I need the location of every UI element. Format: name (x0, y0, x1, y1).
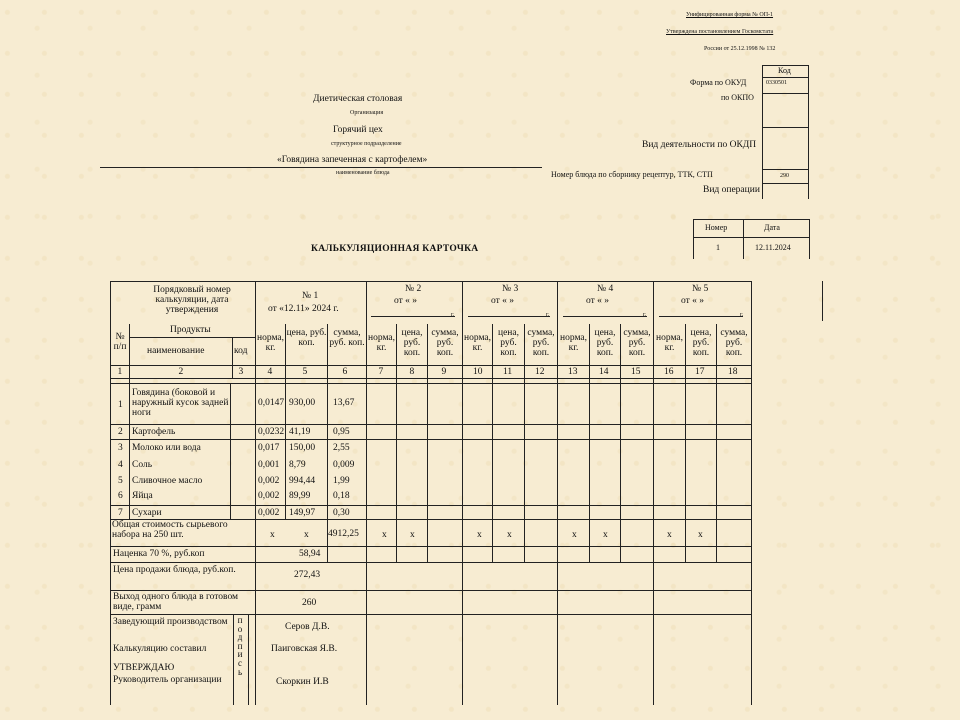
column-number: 17 (695, 367, 705, 377)
row-norm: 0,0232 (258, 427, 285, 437)
organization-caption: Организация (350, 110, 384, 116)
calc4-norm-header: норма, кг. (560, 333, 587, 353)
calc2-price-header: цена, руб. коп. (401, 328, 423, 358)
row-price: 150,00 (289, 443, 316, 453)
column-number: 4 (267, 367, 273, 377)
dish-caption: наименование блюда (336, 170, 390, 176)
column-number: 13 (568, 367, 578, 377)
row-product-name: Говядина (боковой и наружный кусок задней ноги (132, 388, 229, 418)
calc3-date: от « » (491, 296, 515, 306)
calc4-date: от « » (586, 296, 610, 306)
x-mark: х (572, 530, 577, 540)
calc5-number: № 5 (692, 284, 709, 294)
calc3-norm-header: норма, кг. (464, 333, 491, 353)
calc3-price-header: цена, руб. коп. (498, 328, 519, 358)
recipe-value: 290 (780, 173, 789, 179)
approve-label: УТВЕРЖДАЮ (113, 663, 175, 673)
row-price: 994,44 (289, 476, 316, 486)
row-sum: 2,55 (333, 443, 350, 453)
column-number: 2 (178, 367, 184, 377)
column-number: 7 (378, 367, 384, 377)
row-product-name: Сухари (132, 508, 162, 518)
department-name: Горячий цех (333, 125, 383, 135)
row-sum: 0,18 (333, 491, 350, 501)
row-product-name: Яйца (132, 491, 153, 501)
calc2-norm-header: норма, кг. (368, 333, 395, 353)
calc5-sum-header: сумма, руб. коп. (720, 328, 748, 358)
calc1-date: от «12.11» 2024 г. (268, 304, 339, 314)
calc1-norm-header: норма, кг. (257, 333, 284, 353)
calc5-date: от « » (681, 296, 705, 306)
column-number: 15 (631, 367, 641, 377)
calc4-year: г. (643, 312, 647, 318)
x-mark: х (304, 530, 309, 540)
row-product-name: Молоко или вода (132, 443, 201, 453)
row-price: 930,00 (289, 398, 316, 408)
sale-price-label: Цена продажи блюда, руб.коп. (113, 565, 236, 575)
dish-name: «Говядина запеченная с картофелем» (277, 155, 428, 165)
total-value: 4912,25 (328, 529, 359, 539)
row-sum: 0,95 (333, 427, 350, 437)
head-name: Скоркин И.В (276, 677, 329, 687)
calc3-year: г. (546, 312, 550, 318)
department-caption: структурное подразделение (331, 141, 402, 147)
recipe-label: Номер блюда по сборнику рецептур, ТТК, СТП (551, 170, 713, 179)
markup-value: 58,94 (299, 549, 321, 559)
row-norm: 0,0147 (258, 398, 285, 408)
column-number: 10 (473, 367, 483, 377)
row-sum: 1,99 (333, 476, 350, 486)
head-label: Руководитель организации (113, 675, 222, 685)
x-mark: х (667, 530, 672, 540)
manager-label: Заведующий производством (113, 617, 228, 627)
calc4-sum-header: сумма, руб. коп. (623, 328, 651, 358)
form-reference-line1: Унифицированная форма № ОП-1 (686, 12, 774, 18)
doc-date-header: Дата (764, 223, 780, 232)
code-label: код (234, 346, 248, 356)
row-sum: 0,009 (333, 460, 355, 470)
x-mark: х (698, 530, 703, 540)
row-sum: 0,30 (333, 508, 350, 518)
column-number: 6 (342, 367, 348, 377)
x-mark: х (382, 530, 387, 540)
composer-name: Паиговская Я.В. (271, 644, 338, 654)
form-reference-line3: России от 25.12.1998 № 132 (704, 46, 776, 52)
calc1-sum-header: сумма, руб. коп. (329, 328, 365, 348)
document-title: КАЛЬКУЛЯЦИОННАЯ КАРТОЧКА (311, 244, 479, 254)
x-mark: х (270, 530, 275, 540)
okud-label: Форма по ОКУД (690, 78, 747, 87)
manager-name: Серов Д.В. (285, 622, 330, 632)
yield-label: Выход одного блюда в готовом виде, грамм (113, 592, 239, 612)
x-mark: х (603, 530, 608, 540)
doc-number-header: Номер (705, 223, 728, 232)
column-number: 1 (117, 367, 123, 377)
row-price: 89,99 (289, 491, 311, 501)
code-header: Код (778, 66, 791, 75)
row-product-name: Соль (132, 460, 153, 470)
row-product-name: Картофель (132, 427, 176, 437)
row-price: 149,97 (289, 508, 316, 518)
calc4-number: № 4 (597, 284, 614, 294)
calc3-number: № 3 (502, 284, 519, 294)
calc2-number: № 2 (405, 284, 422, 294)
composer-label: Калькуляцию составил (113, 644, 207, 654)
doc-date-value: 12.11.2024 (755, 243, 791, 252)
products-label: Продукты (170, 325, 211, 335)
calc5-norm-header: норма, кг. (656, 333, 683, 353)
column-number: 14 (599, 367, 609, 377)
markup-label: Наценка 70 %, руб.коп (113, 549, 205, 559)
seq-caption: Порядковый номер калькуляции, дата утверждения (153, 285, 231, 315)
okpo-label: по ОКПО (721, 93, 754, 102)
okud-value: 0330501 (766, 80, 787, 86)
column-number: 12 (535, 367, 545, 377)
row-number: 6 (118, 491, 123, 501)
x-mark: х (410, 530, 415, 540)
column-number: 18 (728, 367, 738, 377)
total-label: Общая стоимость сырьевого набора на 250 шт. (112, 520, 228, 540)
name-label: наименование (147, 346, 205, 356)
sale-price-value: 272,43 (294, 570, 321, 580)
column-number: 8 (409, 367, 415, 377)
calc3-sum-header: сумма, руб. коп. (527, 328, 555, 358)
column-number: 5 (302, 367, 308, 377)
calc5-price-header: цена, руб. коп. (690, 328, 712, 358)
row-norm: 0,001 (258, 460, 280, 470)
num-label: № п/п (113, 332, 127, 352)
calc2-sum-header: сумма, руб. коп. (431, 328, 459, 358)
row-number: 7 (118, 508, 123, 518)
doc-number-value: 1 (716, 243, 720, 252)
row-product-name: Сливочное масло (132, 476, 203, 486)
form-reference-line2: Утверждена постановлением Госкомстата (666, 29, 774, 35)
row-price: 8,79 (289, 460, 306, 470)
row-norm: 0,017 (258, 443, 280, 453)
yield-value: 260 (302, 598, 317, 608)
signature-vertical-label: подпись (237, 615, 243, 677)
okdp-label: Вид деятельности по ОКДП (642, 140, 757, 150)
x-mark: х (507, 530, 512, 540)
row-number: 5 (118, 476, 123, 486)
row-sum: 13,67 (333, 398, 355, 408)
row-number: 4 (118, 460, 123, 470)
calc2-date: от « » (394, 296, 418, 306)
row-norm: 0,002 (258, 508, 280, 518)
calc1-number: № 1 (302, 291, 319, 301)
row-number: 1 (118, 400, 123, 410)
column-number: 11 (503, 367, 513, 377)
calc4-price-header: цена, руб. коп. (594, 328, 616, 358)
row-norm: 0,002 (258, 476, 280, 486)
row-number: 2 (118, 427, 123, 437)
row-price: 41,19 (289, 427, 311, 437)
operation-label: Вид операции (703, 185, 760, 195)
calc5-year: г. (740, 312, 744, 318)
column-number: 16 (664, 367, 674, 377)
row-number: 3 (118, 443, 123, 453)
x-mark: х (477, 530, 482, 540)
calc2-year: г. (451, 312, 455, 318)
organization-name: Диетическая столовая (313, 94, 403, 104)
row-norm: 0,002 (258, 491, 280, 501)
column-number: 3 (238, 367, 244, 377)
calc1-price-header: цена, руб. коп. (286, 328, 327, 348)
column-number: 9 (441, 367, 447, 377)
